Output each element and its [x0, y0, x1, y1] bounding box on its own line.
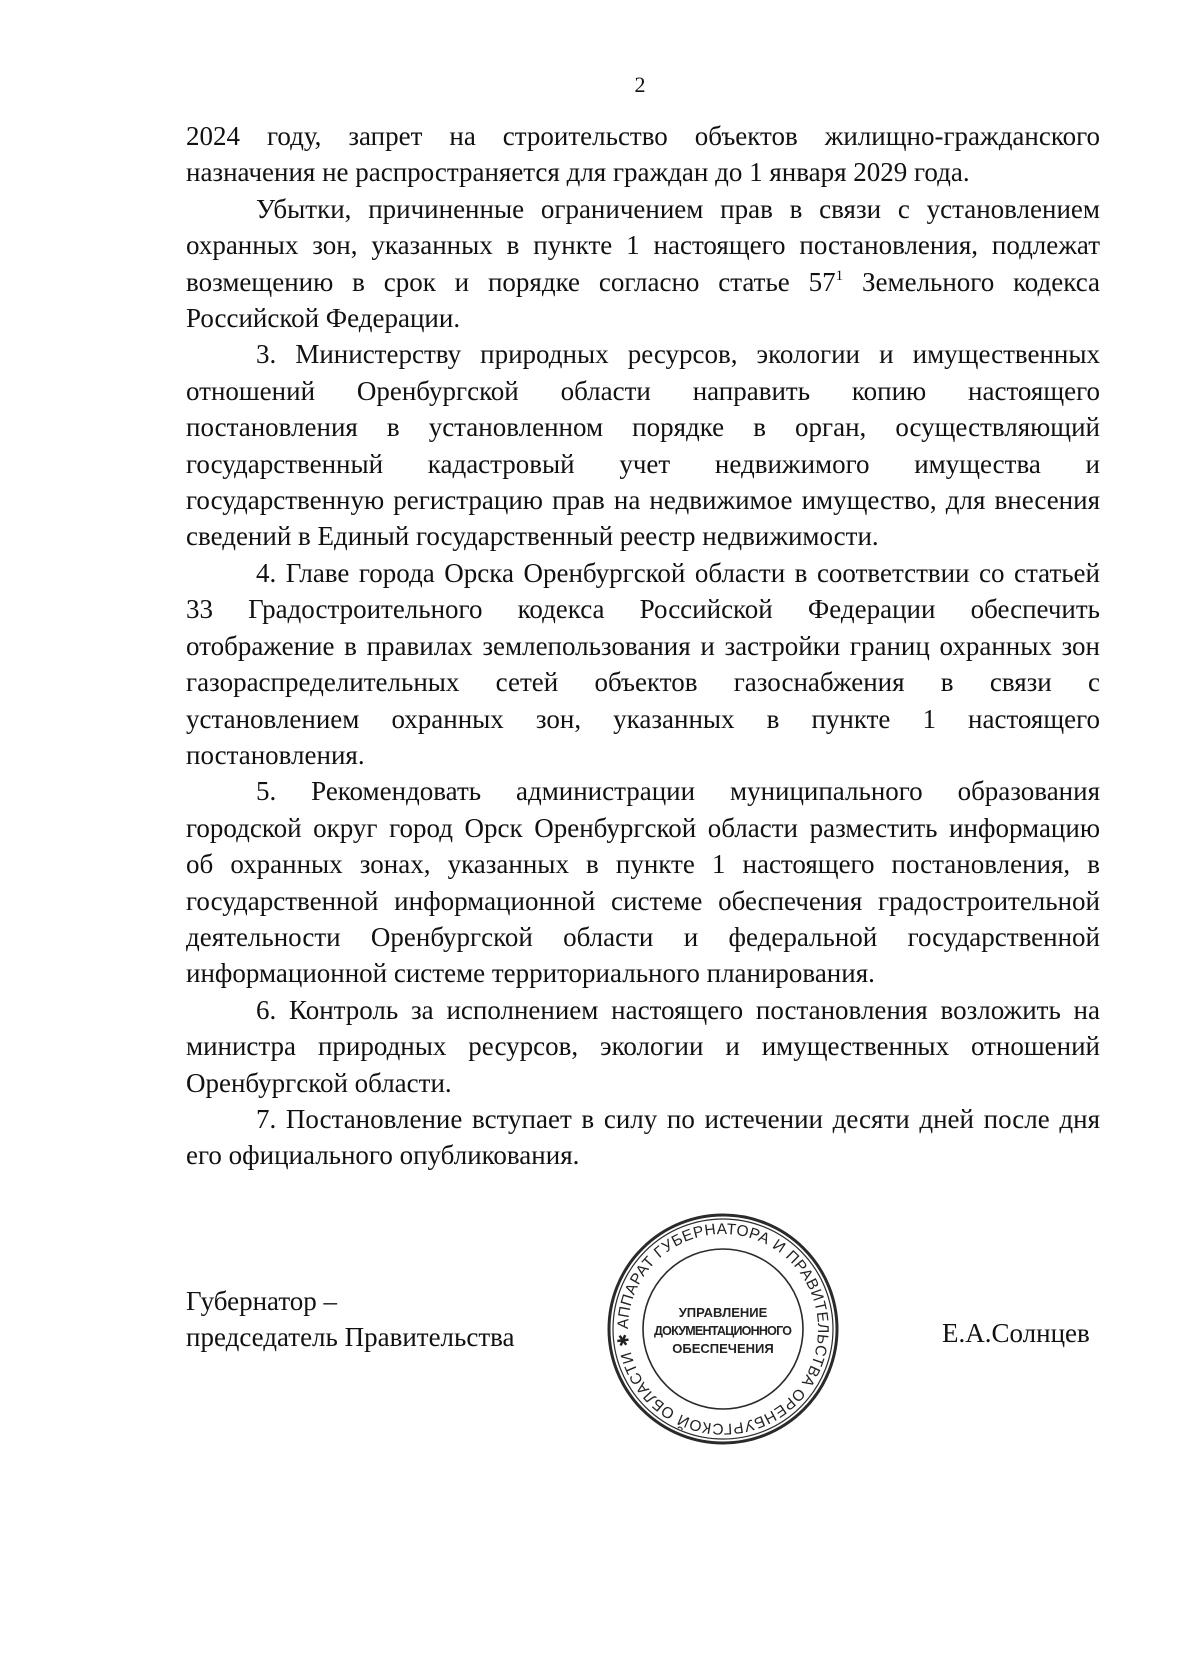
document-body [186, 118, 1100, 1174]
paragraph-continuation: 2024 году, запрет на строительство объектов жилищно-гражданского назначения не распространяется для граждан до 1 января 2029 года. [186, 121, 1100, 188]
stamp-ring-text: АППАРАТ ГУБЕРНАТОРА И ПРАВИТЕЛЬСТВА ОРЕНБУРГСКОЙ ОБЛАСТИ ✱ [614, 1220, 832, 1438]
official-seal-stamp [603, 1209, 843, 1449]
paragraph-damages-text: Убытки, причиненные ограничением прав в связи с установлением охранных зон, указанных в пункте 1 настоящего постановления, подлежат возмещению в срок и порядке согласно статье 57 [186, 193, 1100, 297]
paragraph-item-3: 3. Министерству природных ресурсов, экологии и имущественных отношений Оренбургской области направить копию настоящего постановления в установленном порядке в орган, осуществляющий государственный кадастровый учет недвижимого имущества и государственную регистрацию прав на недвижимое имущество, для внесения сведений в Единый государственный реестр недвижимости. [186, 339, 1100, 552]
stamp-center-line3: ОБЕСПЕЧЕНИЯ [672, 1341, 774, 1356]
paragraph-damages-tail: Земельного кодекса Российской Федерации. [186, 266, 1100, 334]
paragraph-damages [186, 191, 1100, 337]
paragraph-item-7: 7. Постановление вступает в силу по истечении десяти дней после дня его официального опубликования. [186, 1103, 1100, 1171]
signatory-position-line2: председатель Правительства [186, 1322, 515, 1352]
paragraph-item-5: 5. Рекомендовать администрации муниципального образования городской округ город Орск Оренбургской области разместить информацию об охранных зонах, указанных в пункте 1 настоящего постановления, в государственной информационной системе обеспечения градостроительной деятельности Оренбургской области и федеральной государственной информационной системе территориального планирования. [186, 776, 1100, 989]
signatory-name: Е.А.Солнцев [942, 1318, 1090, 1348]
article-superscript: 1 [835, 267, 844, 284]
signatory-position [186, 1283, 515, 1355]
stamp-center-line2: ДОКУМЕНТАЦИОННОГО [654, 1324, 792, 1338]
page-number: 2 [634, 72, 646, 97]
signatory-position-line1: Губернатор – [186, 1286, 338, 1316]
stamp-center-line1: УПРАВЛЕНИЕ [678, 1305, 768, 1320]
paragraph-item-6: 6. Контроль за исполнением настоящего постановления возложить на министра природных ресурсов, экологии и имущественных отношений Оренбургской области. [186, 994, 1100, 1098]
paragraph-item-4: 4. Главе города Орска Оренбургской области в соответствии со статьей 33 Градостроительного кодекса Российской Федерации обеспечить отображение в правилах землепользования и застройки границ охранных зон газораспределительных сетей объектов газоснабжения в связи с установлением охранных зон, указанных в пункте 1 настоящего постановления. [186, 557, 1100, 770]
